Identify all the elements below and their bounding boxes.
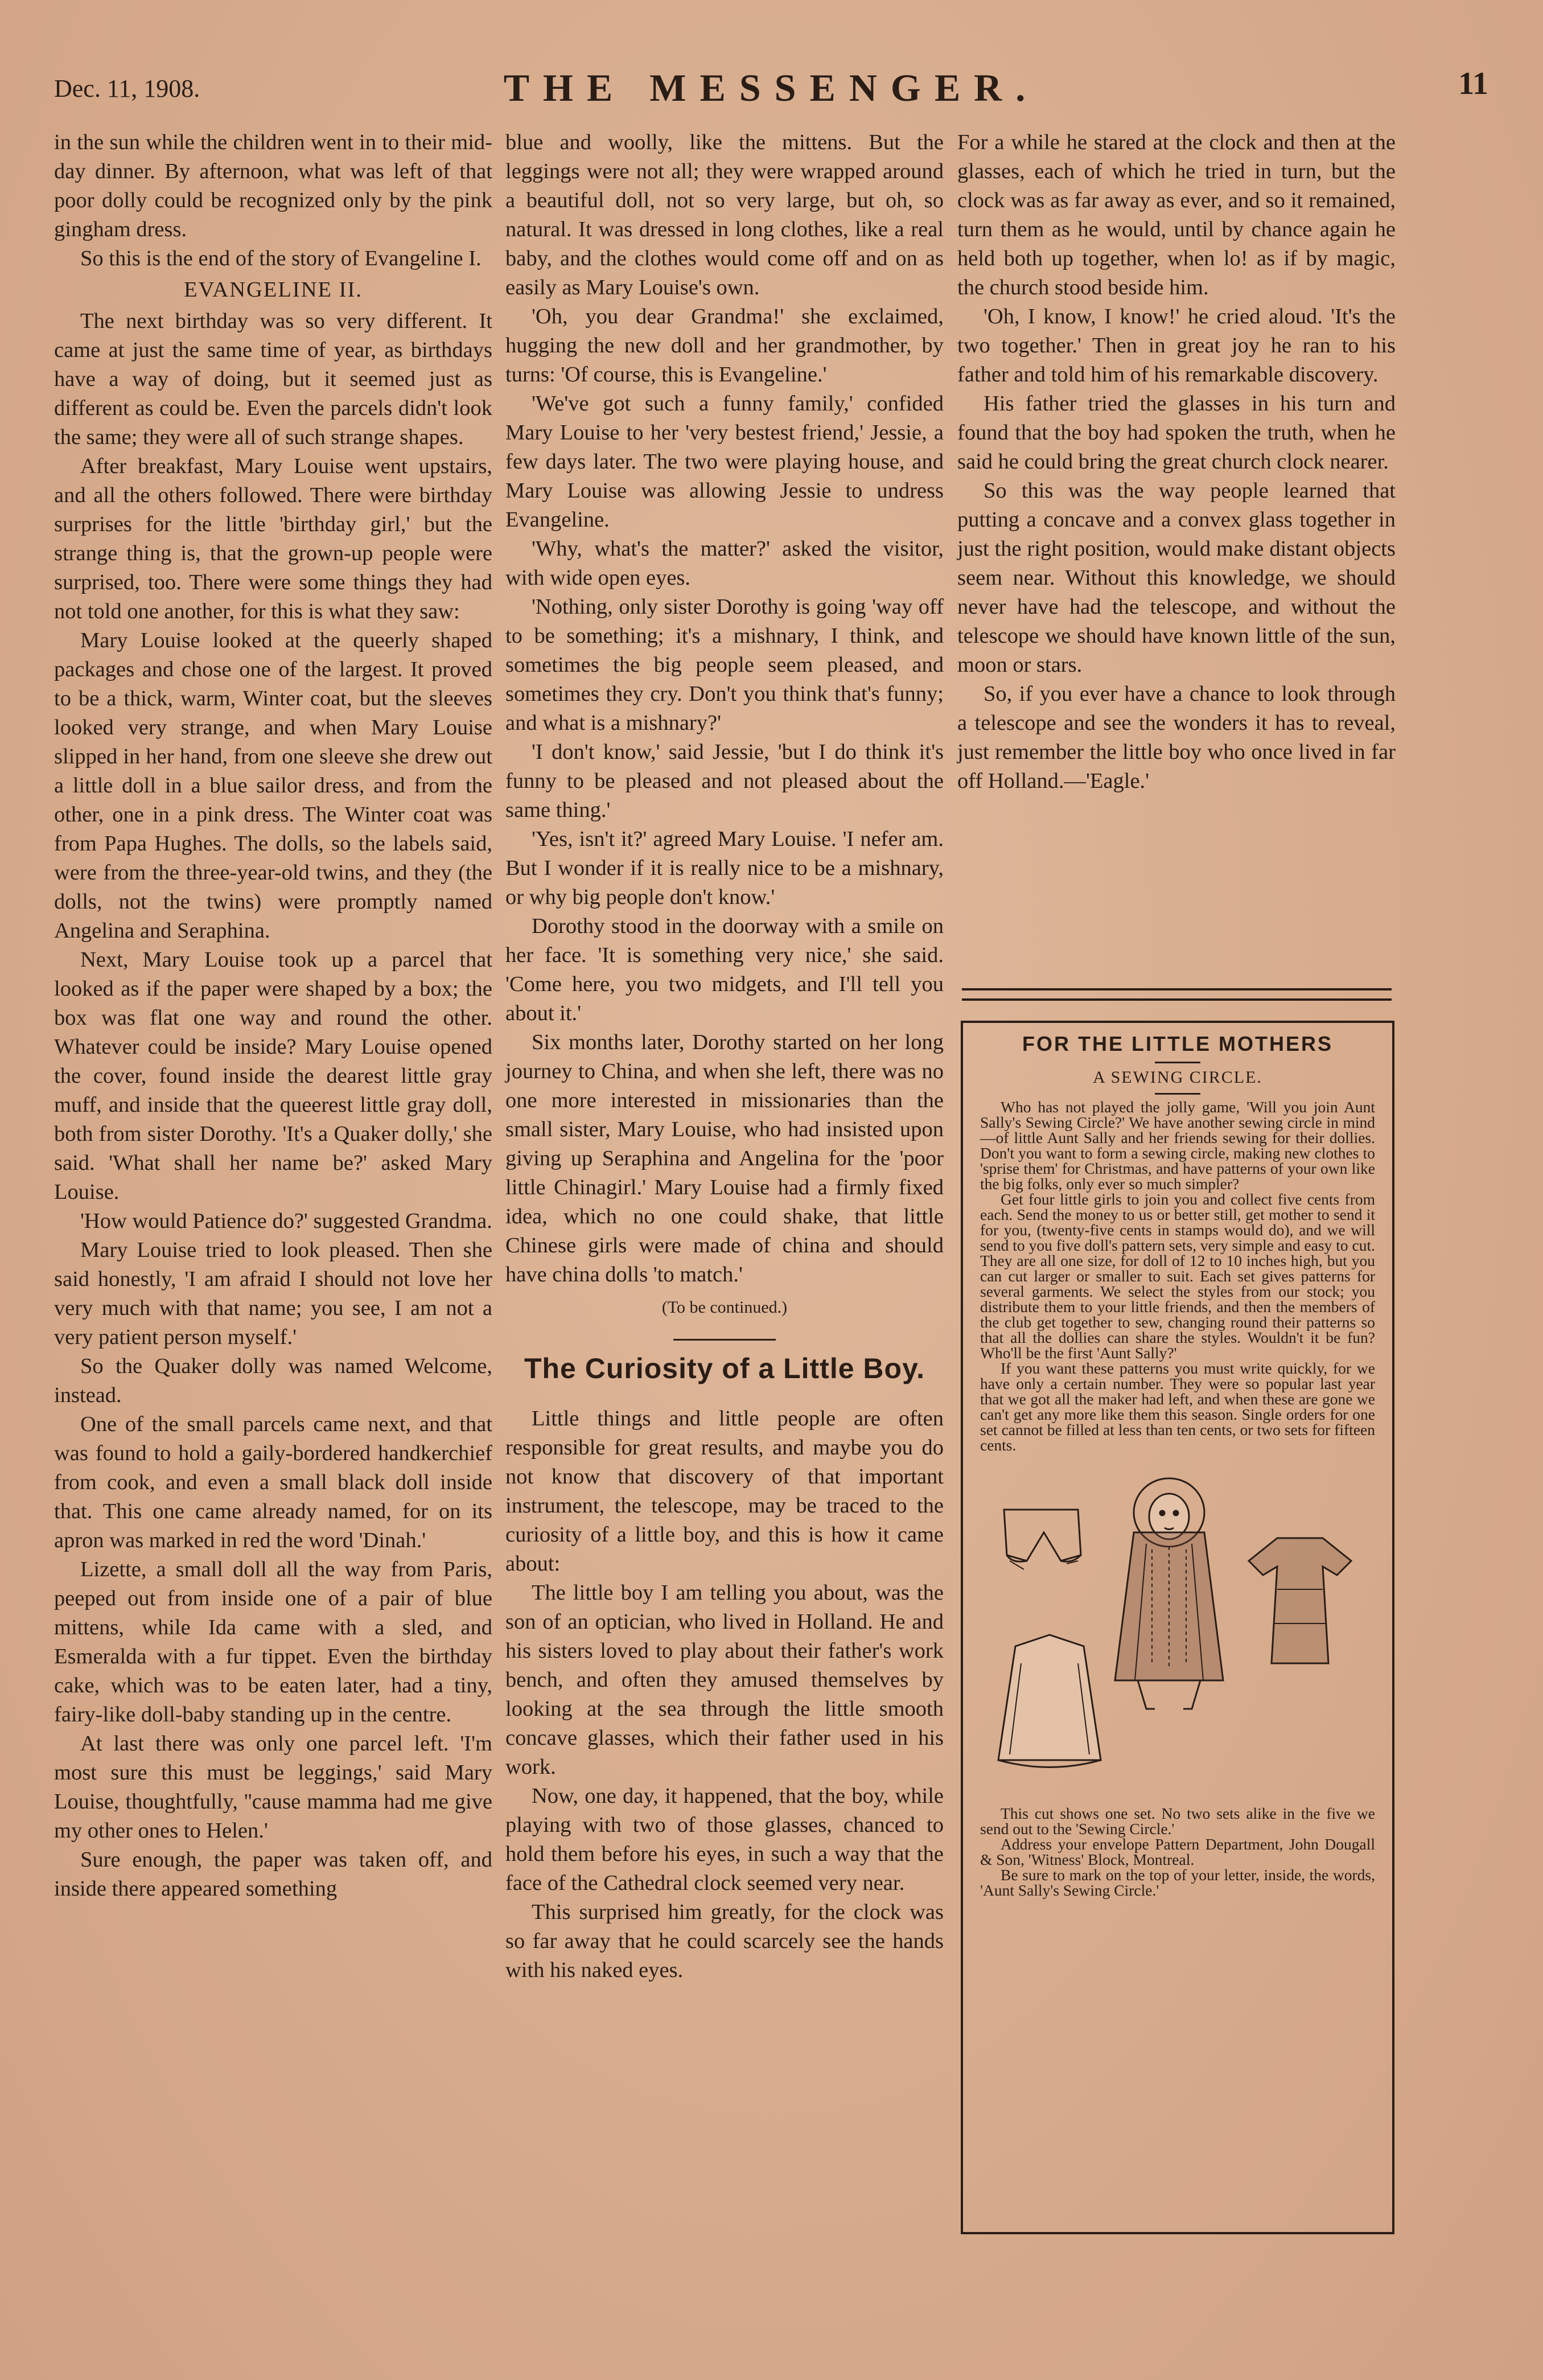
paragraph: Mary Louise looked at the queerly shaped packages and chose one of the largest. It proved to be a thick, warm, Winter coat, but the sleeves looked very strange, and when Mary Louise slipped in her hand, from one sleeve she drew out a little doll in a blue sailor dress, and from the other, one in a pink dress. The Winter coat was from Papa Hughes. The dolls, so the labels said, were from the three-year-old twins, and they (the dolls, not the twins) were promptly named Angelina and Seraphina.: [54, 628, 492, 943]
paragraph: Six months later, Dorothy started on her long journey to China, and when she left, there was no one more interested in missionaries than the small sister, Mary Louise, who had insisted upon giving up Seraphina and Angelina for the 'poor little Chinagirl.' Mary Louise had a firmly fixed idea, which no one could shake, that little Chinese girls were made of china and should have china dolls 'to match.': [505, 1030, 944, 1286]
paragraph: The little boy I am telling you about, was the son of an optician, who lived in Holland. He and his sisters loved to play about their father's work bench, and often they amused themselves by looking at the sea through the little smooth concave glasses, which their father used in his work.: [505, 1581, 944, 1779]
paragraph: So this was the way people learned that putting a concave and a convex glass together in just the right position, would make distant objects seem near. Without this knowledge, we should never have had the telescope, and without the telescope we should have known little of the sun, moon or stars.: [957, 479, 1396, 677]
box-body: [980, 1099, 1375, 1453]
masthead: THE MESSENGER.: [503, 66, 1039, 109]
paragraph: Mary Louise tried to look pleased. Then she said honestly, 'I am afraid I should not love her very much with that name; you see, I am not a very patient person myself.': [54, 1238, 492, 1349]
doll-pattern-illustration: [981, 1475, 1374, 1794]
paragraph: in the sun while the children went in to their mid-day dinner. By afternoon, what was left of that poor dolly could be recognized only by the pink gingham dress.: [54, 130, 492, 241]
divider: [673, 1339, 776, 1341]
paragraph: 'We've got such a funny family,' confided Mary Louise to her 'very bestest friend,' Jessie, a few days later. The two were playing house, and Mary Louise was allowing Jessie to undress Evangeline.: [505, 392, 944, 532]
paragraph: Address your envelope Pattern Department, John Dougall & Son, 'Witness' Block, Montreal.: [980, 1835, 1375, 1868]
paragraph: Lizette, a small doll all the way from Paris, peeped out from inside one of a pair of blue mittens, while Ida came with a sled, and Esmeralda with a fur tippet. Even the birthday cake, which was to be eaten later, had a tiny, fairy-like doll-baby standing up in the centre.: [54, 1557, 492, 1727]
page-number: 11: [1458, 66, 1488, 101]
paragraph: So, if you ever have a chance to look through a telescope and see the wonders it has to reveal, just remember the little boy who once lived in far off Holland.—'Eagle.': [957, 682, 1396, 793]
to-be-continued: (To be continued.): [661, 1298, 788, 1317]
paragraph: After breakfast, Mary Louise went upstairs, and all the others followed. There were birthday surprises for the little 'birthday girl,' but the strange thing is, that the grown-up people were surprised, too. There were some things they had not told one another, for this is what they saw:: [54, 454, 492, 623]
divider: [1155, 1062, 1200, 1063]
paragraph: At last there was only one parcel left. 'I'm most sure this must be leggings,' said Mary Louise, thoughtfully, ''cause mamma had me give my other ones to Helen.': [54, 1732, 492, 1843]
paragraph: The next birthday was so very different. It came at just the same time of year, as birthdays have a way of doing, but it seemed just as different as could be. Even the parcels didn't look the same; they were all of such strange shapes.: [54, 309, 492, 449]
issue-date: Dec. 11, 1908.: [54, 75, 200, 102]
paragraph: Get four little girls to join you and collect five cents from each. Send the money to us or better still, get mother to send it for you, (twenty-five cents in stamps would do), and we will send to you five doll's pattern sets, very simple and easy to cut. They are all one size, for doll of 12 to 10 inches high, but you can cut larger or smaller to suit. Each set gives patterns for several garments. We select the styles from our stock; you distribute them to your little friends, and then the members of the club get together to sew, changing round their patterns so that all the dollies can share the styles. Wouldn't it be fun? Who'll be the first 'Aunt Sally?': [980, 1190, 1375, 1362]
column-1: [54, 128, 492, 1904]
box-footer: [980, 1806, 1375, 1898]
paragraph: One of the small parcels came next, and that was found to hold a gaily-bordered handkerchief from cook, and even a small black doll inside that. This one came already named, for on its apron was marked in red the word 'Dinah.': [54, 1412, 492, 1552]
paragraph: 'I don't know,' said Jessie, 'but I do think it's funny to be pleased and not pleased about the same thing.': [505, 740, 944, 822]
paragraph: Be sure to mark on the top of your letter, inside, the words, 'Aunt Sally's Sewing Circle.': [980, 1866, 1375, 1899]
paragraph: So this is the end of the story of Evangeline I.: [80, 246, 482, 270]
paragraph: If you want these patterns you must write quickly, for we have only a certain number. They were so popular last year that we got all the maker had left, and when these are gone we can't get any more like them this season. Single orders for one set cannot be filled at less than ten cents, or two sets for fifteen cents.: [980, 1359, 1375, 1454]
paragraph: Who has not played the jolly game, 'Will you join Aunt Sally's Sewing Circle?' We have another sewing circle in mind—of little Aunt Sally and her friends sewing for their dollies. Don't you want to form a sewing circle, making new clothes to 'sprise them' for Christmas, and have patterns of your own like the big folks, only ever so much simpler?: [980, 1098, 1375, 1193]
paragraph: Sure enough, the paper was taken off, and inside there appeared something: [54, 1848, 492, 1901]
box-subtitle: A SEWING CIRCLE.: [1093, 1068, 1262, 1087]
section-divider: [962, 988, 1392, 1001]
column-3: [957, 128, 1396, 796]
box-title: FOR THE LITTLE MOTHERS: [1022, 1032, 1333, 1055]
story-title: The Curiosity of a Little Boy.: [524, 1353, 925, 1384]
paragraph: Little things and little people are often responsible for great results, and maybe you do not know that discovery of that important instrument, the telescope, may be traced to the curiosity of a little boy, and this is how it came about:: [505, 1407, 944, 1576]
paragraph: 'Nothing, only sister Dorothy is going 'way off to be something; it's a mishnary, I think, and sometimes the big people seem pleased, and sometimes they cry. Don't you think that's funny; and what is a mishnary?': [505, 595, 944, 735]
paragraph: 'Why, what's the matter?' asked the visitor, with wide open eyes.: [505, 537, 944, 590]
paragraph: Dorothy stood in the doorway with a smile on her face. 'It is something very nice,' she said. 'Come here, you two midgets, and I'll tell you about it.': [505, 914, 944, 1025]
paragraph: 'Oh, you dear Grandma!' she exclaimed, hugging the new doll and her grandmother, by turns: 'Of course, this is Evangeline.': [505, 305, 944, 387]
divider: [1155, 1093, 1200, 1095]
column-2: [505, 128, 944, 1985]
paragraph: For a while he stared at the clock and then at the glasses, each of which he tried in turn, but the clock was as far away as ever, and so it remained, turn them as he would, until by chance again he held both up together, when lo! as if by magic, the church stood beside him.: [957, 130, 1396, 299]
paragraph: So the Quaker dolly was named Welcome, instead.: [54, 1354, 492, 1407]
section-heading: EVANGELINE II.: [184, 278, 363, 302]
paragraph: This surprised him greatly, for the clock was so far away that he could scarcely see the hands with his naked eyes.: [505, 1900, 944, 1982]
paragraph: This cut shows one set. No two sets alike in the five we send out to the 'Sewing Circle.': [980, 1804, 1375, 1838]
page-header: [54, 63, 1488, 120]
paragraph: Now, one day, it happened, that the boy, while playing with two of those glasses, chanced to hold them before his eyes, in such a way that the face of the Cathedral clock seemed very near.: [505, 1784, 944, 1895]
paragraph: 'Yes, isn't it?' agreed Mary Louise. 'I nefer am. But I wonder if it is really nice to be a mishnary, or why big people don't know.': [505, 827, 944, 909]
paragraph: Next, Mary Louise took up a parcel that looked as if the paper were shaped by a box; the box was flat one way and round the other. Whatever could be inside? Mary Louise opened the cover, found inside the dearest little gray muff, and inside that the queerest little gray doll, both from sister Dorothy. 'It's a Quaker dolly,' she said. 'What shall her name be?' asked Mary Louise.: [54, 948, 492, 1204]
little-mothers-box: [961, 1021, 1394, 2234]
paragraph: blue and woolly, like the mittens. But the leggings were not all; they were wrapped around a beautiful doll, not so very large, but oh, so natural. It was dressed in long clothes, like a real baby, and the clothes would come off and on as easily as Mary Louise's own.: [505, 130, 944, 299]
paragraph: 'Oh, I know, I know!' he cried aloud. 'It's the two together.' Then in great joy he ran to his father and told him of his remarkable discovery.: [957, 305, 1396, 387]
paragraph: 'How would Patience do?' suggested Grandma.: [80, 1209, 492, 1233]
paragraph: His father tried the glasses in his turn and found that the boy had spoken the truth, when he said he could bring the great church clock nearer.: [957, 392, 1396, 474]
